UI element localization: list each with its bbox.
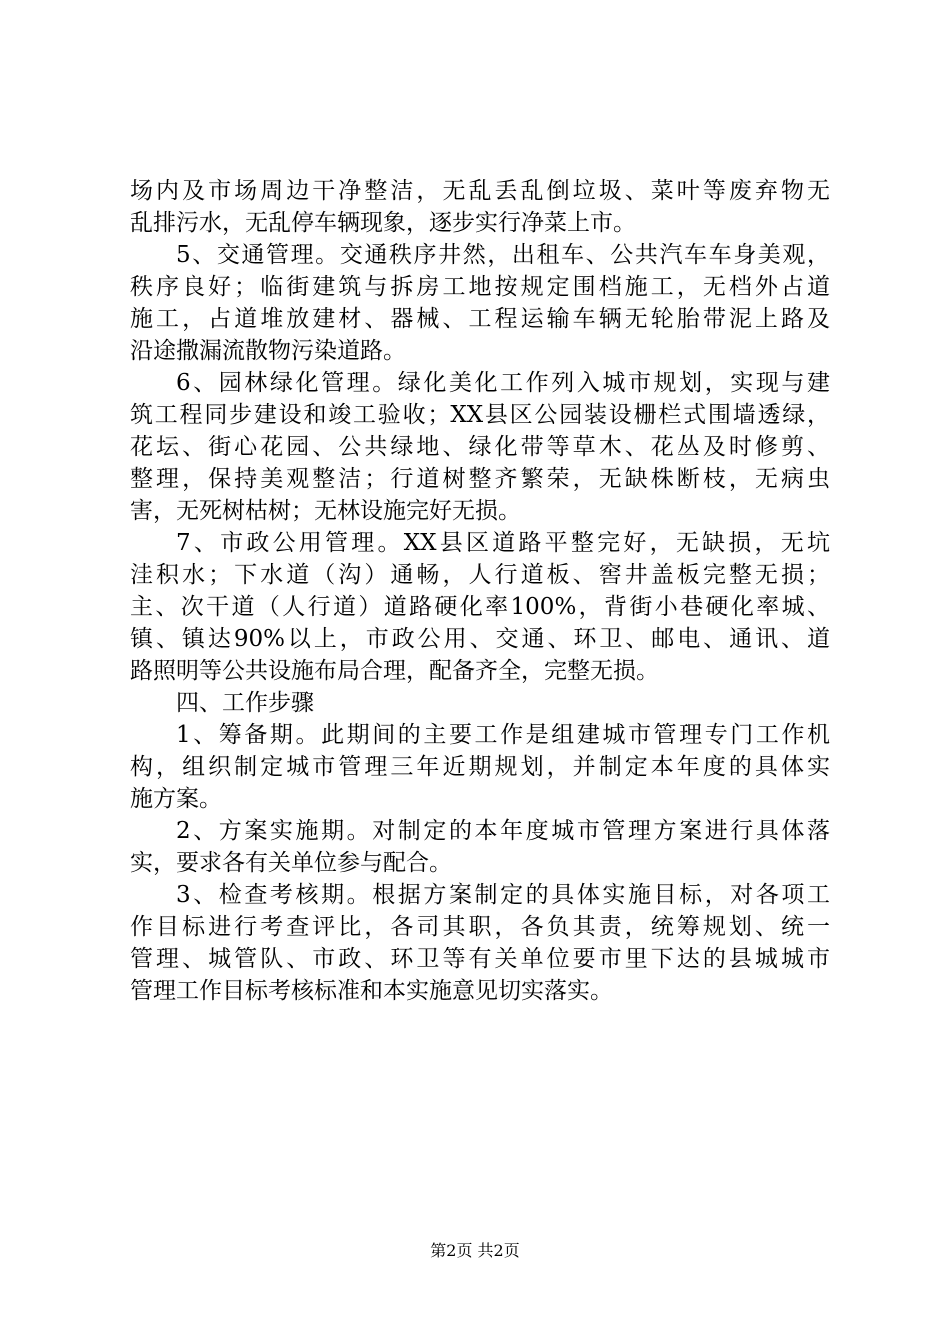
text-line: 管理、城管队、市政、环卫等有关单位要市里下达的县城城市 [130,946,830,972]
text-line: 场内及市场周边干净整洁，无乱丢乱倒垃圾、菜叶等废弃物无 [130,178,830,204]
text-line: 构，组织制定城市管理三年近期规划，并制定本年度的具体实 [130,754,830,780]
text-line: 5、交通管理。交通秩序井然，出租车、公共汽车车身美观， [176,242,830,268]
text-line: 作目标进行考查评比，各司其职，各负其责，统筹规划、统一 [130,914,830,940]
text-line: 6、园林绿化管理。绿化美化工作列入城市规划，实现与建 [176,370,830,396]
text-line: 整理，保持美观整洁；行道树整齐繁荣，无缺株断枝，无病虫 [130,466,830,492]
text-line: 路照明等公共设施布局合理，配备齐全，完整无损。 [130,658,659,684]
text-line: 乱排污水，无乱停车辆现象，逐步实行净菜上市。 [130,210,636,236]
text-line: 秩序良好；临街建筑与拆房工地按规定围档施工，无档外占道 [130,274,830,300]
text-line: 施方案。 [130,786,222,812]
text-line: 1、筹备期。此期间的主要工作是组建城市管理专门工作机 [176,722,830,748]
text-line: 施工，占道堆放建材、器械、工程运输车辆无轮胎带泥上路及 [130,306,830,332]
text-line: 四、工作步骤 [176,690,314,716]
page-footer: 第2页 共2页 [430,1241,520,1260]
text-line: 3、检查考核期。根据方案制定的具体实施目标，对各项工 [176,882,830,908]
text-line: 实，要求各有关单位参与配合。 [130,850,452,876]
text-line: 花坛、街心花园、公共绿地、绿化带等草木、花丛及时修剪、 [130,434,830,460]
text-line: 管理工作目标考核标准和本实施意见切实落实。 [130,978,613,1004]
text-line: 镇、镇达90%以上，市政公用、交通、环卫、邮电、通讯、道 [130,626,830,652]
text-line: 沿途撒漏流散物污染道路。 [130,338,406,364]
text-line: 筑工程同步建设和竣工验收；XX县区公园装设栅栏式围墙透绿， [130,402,830,428]
text-line: 害，无死树枯树；无林设施完好无损。 [130,498,521,524]
document-body [130,175,830,1007]
text-line: 7、市政公用管理。XX县区道路平整完好，无缺损，无坑 [176,530,830,556]
text-line: 2、方案实施期。对制定的本年度城市管理方案进行具体落 [176,818,830,844]
text-line: 洼积水；下水道（沟）通畅，人行道板、窖井盖板完整无损； [130,562,830,588]
text-line: 主、次干道（人行道）道路硬化率100%，背街小巷硬化率城、 [130,594,830,620]
